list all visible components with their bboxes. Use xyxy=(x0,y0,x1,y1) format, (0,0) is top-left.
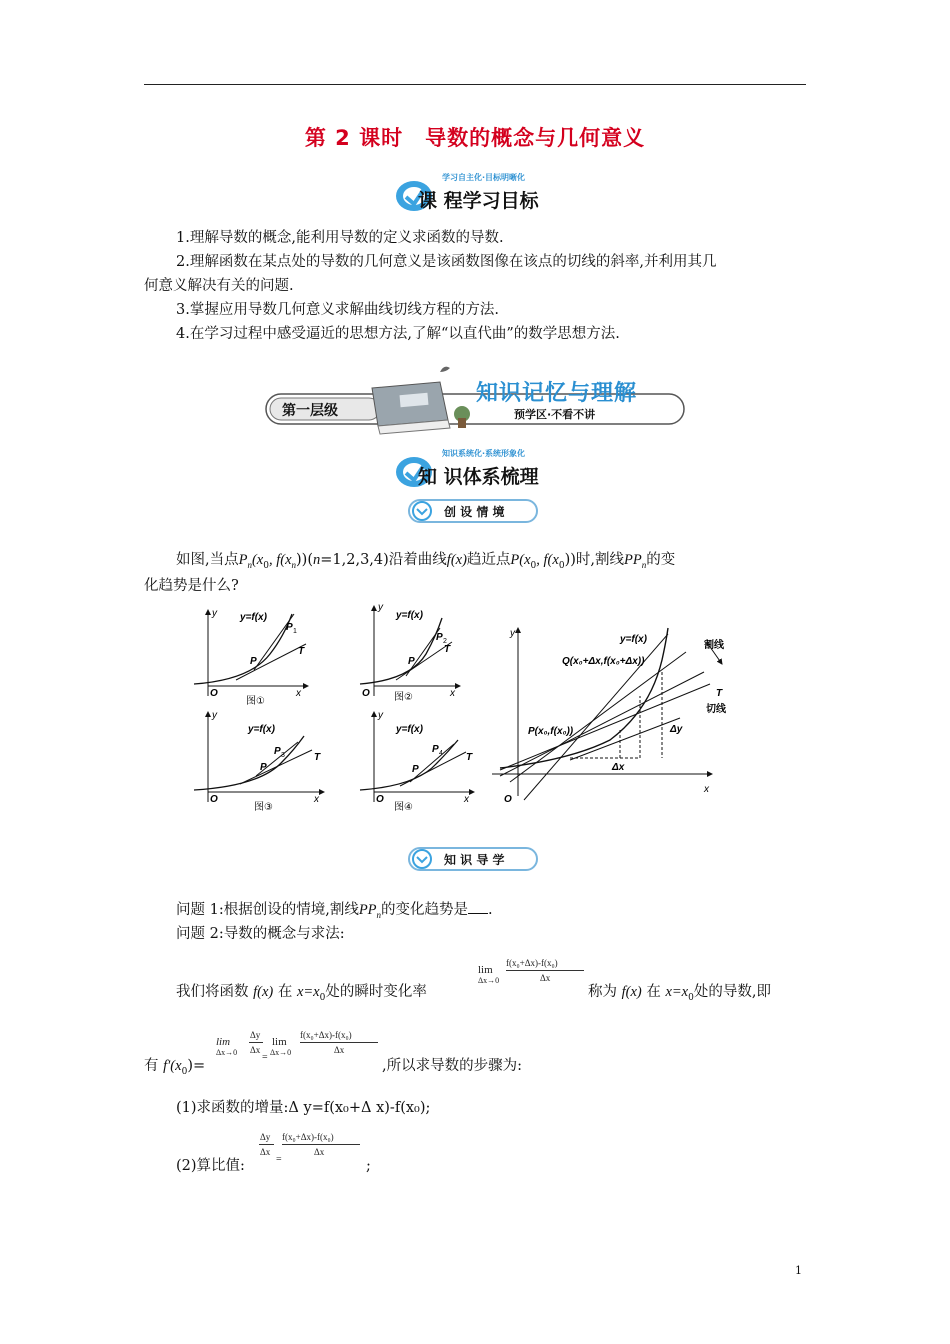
knowledge-banner-big: 知 识体系梳理 xyxy=(418,466,539,488)
svg-text:y: y xyxy=(378,602,383,613)
svg-text:Δx: Δx xyxy=(612,762,625,773)
svg-text:图②: 图② xyxy=(394,692,413,703)
svg-text:P(x₀,f(x₀)): P(x₀,f(x₀)) xyxy=(528,726,574,737)
step-2-label: (2)算比值: xyxy=(176,1158,245,1174)
knowledge-banner-small: 知识系统化·系统形象化 xyxy=(442,449,526,458)
svg-text:y: y xyxy=(212,608,217,619)
guide-pill-label: 知 识 导 学 xyxy=(444,853,505,867)
definition-line-a: 我们将函数 f(x) 在 $x=x_0$处的瞬时变化率 xyxy=(176,984,427,1003)
svg-text:x: x xyxy=(450,688,455,699)
svg-text:T: T xyxy=(444,644,451,655)
level-banner-big: 知识记忆与理解 xyxy=(476,381,638,406)
svg-text:y=f(x): y=f(x) xyxy=(240,612,267,623)
svg-text:T: T xyxy=(466,752,473,763)
svg-text:x: x xyxy=(464,794,469,805)
svg-text:O: O xyxy=(210,688,218,699)
level-banner-left: 第一层级 xyxy=(282,403,338,419)
figure-1 xyxy=(194,608,308,707)
header-rule xyxy=(144,84,806,85)
svg-text:P: P xyxy=(412,764,419,775)
figures-graphic xyxy=(190,600,730,820)
svg-text:2: 2 xyxy=(443,638,447,645)
formula-limit-1: lim Δx→0 f(x₀+Δx)-f(x₀) Δx xyxy=(478,958,588,992)
derivative-line-a: 有 $f'(x_0)=$ xyxy=(144,1058,206,1077)
svg-text:图③: 图③ xyxy=(254,802,273,813)
svg-text:Δy: Δy xyxy=(670,724,683,735)
svg-text:T: T xyxy=(314,752,321,763)
svg-text:P: P xyxy=(408,656,415,667)
svg-text:T: T xyxy=(298,646,305,657)
svg-text:P: P xyxy=(250,656,257,667)
svg-text:P: P xyxy=(260,762,267,773)
guide-pill xyxy=(408,846,542,874)
svg-text:y: y xyxy=(378,710,383,721)
svg-text:x: x xyxy=(704,784,709,795)
goal-3: 3.掌握应用导数几何意义求解曲线切线方程的方法. xyxy=(176,302,499,318)
svg-text:图①: 图① xyxy=(246,696,265,707)
svg-text:x: x xyxy=(314,794,319,805)
level-banner-small: 预学区·不看不讲 xyxy=(514,408,596,421)
derivative-line-b: ,所以求导数的步骤为: xyxy=(382,1058,522,1074)
svg-text:O: O xyxy=(210,794,218,805)
step-2-end: ; xyxy=(366,1158,371,1174)
page-number: 1 xyxy=(795,1264,802,1277)
figure-large xyxy=(492,628,727,805)
definition-line-b: 称为 f(x) 在 $x=x_0$处的导数,即 xyxy=(588,984,771,1003)
svg-text:T: T xyxy=(716,688,723,699)
svg-text:x: x xyxy=(296,688,301,699)
svg-text:P: P xyxy=(286,622,293,633)
svg-text:O: O xyxy=(362,688,370,699)
goals-banner-big: 课 程学习目标 xyxy=(418,190,539,212)
level-banner xyxy=(262,360,688,440)
svg-text:P: P xyxy=(274,746,281,757)
scenario-pill-label: 创 设 情 境 xyxy=(444,505,505,519)
svg-text:O: O xyxy=(376,794,384,805)
figure-3 xyxy=(194,710,324,813)
svg-text:P: P xyxy=(432,744,439,755)
scenario-pill xyxy=(408,498,542,526)
svg-text:O: O xyxy=(504,794,512,805)
svg-text:割线: 割线 xyxy=(704,640,724,651)
goal-2: 2.理解函数在某点处的导数的几何意义是该函数图像在该点的切线的斜率,并利用其几 xyxy=(176,254,717,270)
scenario-line-2: 化趋势是什么? xyxy=(144,578,239,594)
goal-1: 1.理解导数的概念,能利用导数的定义求函数的导数. xyxy=(176,230,504,246)
svg-text:y=f(x): y=f(x) xyxy=(248,724,275,735)
question-2: 问题 2:导数的概念与求法: xyxy=(176,926,345,942)
svg-text:y: y xyxy=(212,710,217,721)
svg-text:y=f(x): y=f(x) xyxy=(396,724,423,735)
figure-2 xyxy=(360,602,460,703)
question-1: 问题 1:根据创设的情境,割线$PP_n$的变化趋势是 . xyxy=(176,902,493,920)
svg-text:图④: 图④ xyxy=(394,802,413,813)
formula-ratio: Δy Δx = f(x₀+Δx)-f(x₀) Δx xyxy=(258,1132,370,1166)
formula-limit-2: lim Δx→0 Δy Δx = lim Δx→0 f(x₀+Δx)-f(x₀) Δx xyxy=(216,1030,386,1064)
svg-text:切线: 切线 xyxy=(706,704,726,715)
goal-2-cont: 何意义解决有关的问题. xyxy=(144,278,294,294)
scenario-line-1: 如图,当点$P_n(x_0$, $f(x_n))(n=1,2,3,4)$沿着曲线f(x)趋近点$P(x_0$, $f(x_0)$)时,割线$PP_n$的变 xyxy=(176,552,676,571)
svg-text:y=f(x): y=f(x) xyxy=(620,634,647,645)
svg-text:3: 3 xyxy=(281,752,285,759)
figure-4 xyxy=(360,710,474,813)
step-1: (1)求函数的增量:Δ y=f(x₀+Δ x)-f(x₀); xyxy=(176,1100,431,1116)
goals-banner xyxy=(394,170,564,216)
knowledge-banner xyxy=(394,446,564,492)
page-title: 第 2 课时 导数的概念与几何意义 xyxy=(304,126,646,150)
goals-banner-small: 学习自主化·目标明晰化 xyxy=(442,173,526,182)
svg-text:Q(x₀+Δx,f(x₀+Δx)): Q(x₀+Δx,f(x₀+Δx)) xyxy=(562,656,645,667)
svg-text:y: y xyxy=(510,628,515,639)
svg-text:1: 1 xyxy=(293,628,297,635)
svg-text:y=f(x): y=f(x) xyxy=(396,610,423,621)
goal-4: 4.在学习过程中感受逼近的思想方法,了解“以直代曲”的数学思想方法. xyxy=(176,326,620,342)
svg-text:4: 4 xyxy=(439,750,443,757)
svg-text:P: P xyxy=(436,632,443,643)
